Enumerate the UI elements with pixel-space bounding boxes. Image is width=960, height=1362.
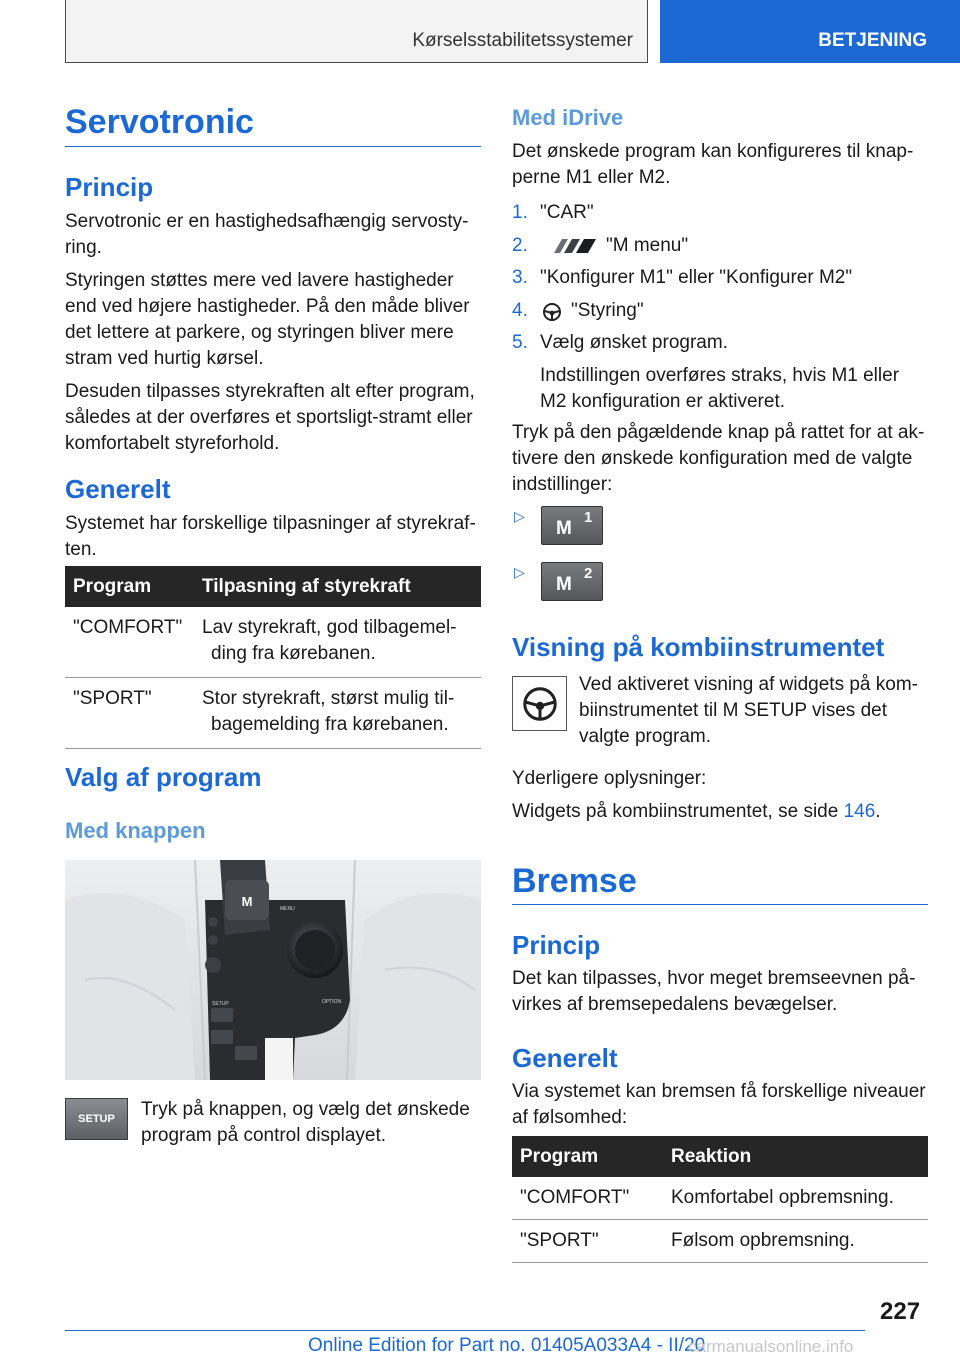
brake-table [512,1136,928,1263]
display-text [579,672,934,750]
step-text: "CAR" [540,202,594,223]
table-header-adjustment: Tilpasning af styrekraft [194,566,481,607]
table-header-program: Program [512,1136,663,1177]
text-line: Ved aktiveret visning af widgets på kom- [579,674,919,695]
header-chapter-box [65,0,648,63]
more-info [512,766,932,825]
brake-principle-heading: Princip [512,930,601,960]
servotronic-title: Servotronic [65,103,254,141]
general-heading: Generelt [65,474,171,504]
cell-line: bagemelding fra kørebanen. [211,714,449,735]
table-cell: "COMFORT" [512,1177,663,1220]
text-line: komfortabelt styreforhold. [65,433,280,454]
reference-text: Widgets på kombiinstrumentet, se side [512,801,839,822]
steering-wheel-icon [542,302,562,322]
watermark: carmanualsonline.info [688,1337,854,1356]
text-line: valgte program. [579,726,712,747]
setup-caption [141,1097,486,1149]
m2-button-icon [541,562,603,601]
text-line: tivere den ønskede konfiguration med de valgte [512,448,913,469]
text-line: Servotronic er en hastighedsafhængig servosty- [65,211,469,232]
step5-detail [540,363,930,415]
text-line: perne M1 eller M2. [512,167,671,188]
edition-text: Online Edition for Part no. 01405A033A4 - II/20 [308,1335,706,1356]
text-line: Systemet har forskellige tilpasninger af styrekraf- [65,513,476,534]
m1-letter: M [556,518,572,539]
brake-general-heading: Generelt [512,1043,618,1073]
table-row [65,678,481,749]
step-number: 4. [512,300,528,321]
table-cell: "COMFORT" [65,607,194,678]
text-line: Tryk på knappen, og vælg det ønskede [141,1099,470,1120]
brake-general-text [512,1079,932,1131]
page-number: 227 [880,1298,921,1325]
console-option-label: OPTION [322,999,342,1005]
general-text [65,511,485,563]
table-header-program: Program [65,566,194,607]
step-number: 1. [512,202,528,223]
reference-line [512,799,932,825]
text-line: end ved højere hastigheder. På den måde bliver [65,296,470,317]
step-text: "M menu" [606,235,689,256]
select-program-heading: Valg af program [65,762,262,792]
steering-wheel-display-icon [512,676,567,731]
text-line: Via systemet kan bremsen få forskellige niveauer [512,1081,926,1102]
text-line: således at der overføres et sportsligt-stramt eller [65,407,473,428]
principle-text [65,209,485,457]
step-number: 3. [512,267,528,288]
setup-button-icon [65,1098,128,1140]
text-line: program på control displayet. [141,1125,387,1146]
table-row [65,607,481,678]
console-m-logo: M [241,894,253,909]
m1-button-icon [541,506,603,545]
text-line: Det ønskede program kan konfigureres til knap- [512,141,914,162]
idrive-text [512,139,932,191]
idrive-heading: Med iDrive [512,105,624,130]
step-text: Vælg ønsket program. [540,332,728,353]
steering-table [65,566,481,749]
text-line: stram ved hurtig kørsel. [65,348,264,369]
text-line: Indstillingen overføres straks, hvis M1 eller [540,365,900,386]
m2-letter: M [556,574,572,595]
console-setup-label: SETUP [212,1001,229,1007]
page-reference-link[interactable]: 146 [843,801,876,822]
text-line: Desuden tilpasses styrekraften alt efter program, [65,381,475,402]
text-line: det lettere at parkere, og styringen bliver mere [65,322,454,343]
idrive-text-2 [512,420,932,498]
brake-title: Bremse [512,862,637,900]
bullet-icon: ▷ [514,564,525,580]
console-photo [65,860,481,1080]
text-line: ring. [65,237,102,258]
m-stripes-icon [550,239,598,253]
table-cell: Komfortabel opbremsning. [663,1177,928,1220]
step-text: "Konfigurer M1" eller "Konfigurer M2" [540,267,853,288]
step-number: 2. [512,235,528,256]
setup-label: SETUP [78,1113,115,1125]
table-cell [194,678,481,749]
footer-rule [65,1330,865,1331]
table-cell: Følsom opbremsning. [663,1220,928,1263]
text-line: Styringen støttes mere ved lavere hastigheder [65,270,454,291]
table-row [512,1220,928,1263]
text-line: af følsomhed: [512,1107,628,1128]
text-line: virkes af bremsepedalens bevægelser. [512,994,838,1015]
more-info-label: Yderligere oplysninger: [512,768,707,789]
text-line: M2 konfiguration er aktiveret. [540,391,786,412]
brake-title-rule [512,904,928,905]
chapter-title: Kørselsstabilitetssystemer [412,30,633,51]
console-menu-label: MENU [280,906,295,912]
text-line: indstillinger: [512,474,613,495]
text-line: Tryk på den pågældende knap på rattet for at ak- [512,422,925,443]
header-section-box [660,0,960,63]
text-line: ten. [65,539,97,560]
step-text: "Styring" [571,300,644,321]
step-number: 5. [512,332,528,353]
table-cell [194,607,481,678]
principle-heading: Princip [65,172,154,202]
bullet-icon: ▷ [514,508,525,524]
m2-number: 2 [584,565,593,582]
section-title: BETJENING [818,30,927,51]
cell-line: Stor styrekraft, størst mulig til- [202,688,455,709]
text-line: Det kan tilpasses, hvor meget bremseevnen på- [512,968,916,989]
m1-number: 1 [584,509,593,526]
cell-line: ding fra kørebanen. [211,643,376,664]
title-rule [65,146,481,147]
table-header-reaction: Reaktion [663,1136,928,1177]
display-heading: Visning på kombiinstrumentet [512,632,885,662]
text-line: biinstrumentet til M SETUP vises det [579,700,887,721]
table-row [512,1177,928,1220]
table-cell: "SPORT" [65,678,194,749]
table-cell: "SPORT" [512,1220,663,1263]
cell-line: Lav styrekraft, god tilbagemel- [202,617,457,638]
brake-principle-text [512,966,932,1018]
with-button-heading: Med knappen [65,818,206,843]
reference-end: . [875,801,881,822]
